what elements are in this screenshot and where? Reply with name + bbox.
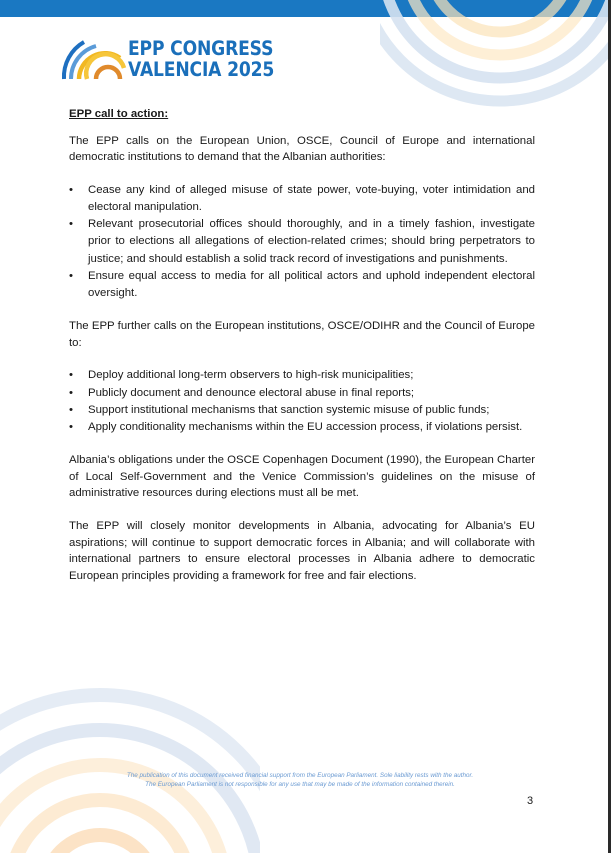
- list-item-text: Apply conditionality mechanisms within the EU accession process, if violations persist.: [88, 421, 523, 433]
- list-item-text: Support institutional mechanisms that sanction systemic misuse of public funds;: [88, 403, 490, 416]
- deco-arc-yellow-1: [10, 800, 190, 853]
- bullet-icon: •: [69, 218, 73, 231]
- logo-wordmark: [128, 38, 274, 80]
- funding-disclaimer: [90, 771, 510, 789]
- section-heading: EPP call to action:: [69, 108, 169, 120]
- list-item: [69, 385, 535, 402]
- closing-paragraph: The EPP will closely monitor developments in Albania, advocating for Albania’s EU aspirations; will continue to support democratic forces in Albania; and will collaborate with international partners to ensure electoral processes in Albania adhere to democratic European principles providing a framework for free and fair elections.: [69, 519, 535, 582]
- rainbow-arcs-logo-icon: [60, 38, 128, 80]
- logo-line-2: VALENCIA 2025: [128, 58, 275, 81]
- further-calls-list: [69, 367, 535, 436]
- bullet-icon: •: [69, 403, 73, 416]
- bullet-icon: •: [69, 386, 73, 399]
- document-body: [69, 106, 535, 600]
- obligations-paragraph: Albania’s obligations under the OSCE Copenhagen Document (1990), the European Charter of Local Self-Government and the Venice Commission’s guidelines on the misuse of administrative resources during elections must all be met.: [69, 454, 535, 500]
- list-item-text: Publicly document and denounce electoral abuse in final reports;: [88, 386, 415, 399]
- epp-congress-logo: [60, 38, 294, 80]
- demands-list: [69, 182, 535, 302]
- list-item-text: Relevant prosecutorial offices should thoroughly, and in a timely fashion, investigate prior to elections all allegations of election-related crimes; should bring perpetrators to justice; and should establish a solid track record of investigations and punishments.: [88, 218, 535, 265]
- list-item: [69, 419, 535, 436]
- page-number: 3: [527, 795, 534, 807]
- deco-arc-blue-1: [0, 730, 260, 853]
- disclaimer-line-2: The European Parliament is not responsible for any use that may be made of the information contained therein.: [145, 781, 455, 788]
- bullet-icon: •: [69, 421, 73, 433]
- list-item: [69, 367, 535, 384]
- bullet-icon: •: [69, 183, 73, 196]
- list-item: [69, 402, 535, 419]
- list-item: [69, 268, 535, 302]
- bullet-icon: •: [69, 369, 73, 382]
- list-item: [69, 216, 535, 268]
- logo-line-1: EPP CONGRESS: [128, 37, 274, 60]
- list-item: [69, 182, 535, 216]
- deco-arc-orange: [45, 835, 155, 853]
- list-item-text: Deploy additional long-term observers to high-risk municipalities;: [88, 369, 414, 382]
- intro-paragraph: The EPP calls on the European Union, OSCE, Council of Europe and international democratic institutions to demand that the Albanian authorities:: [69, 134, 535, 164]
- list-item-text: Ensure equal access to media for all political actors and uphold independent electoral oversight.: [88, 269, 535, 299]
- further-intro-paragraph: The EPP further calls on the European institutions, OSCE/ODIHR and the Council of Europe to:: [69, 320, 535, 349]
- top-banner-bar: [0, 0, 611, 17]
- bullet-icon: •: [69, 269, 73, 282]
- decorative-arcs-bottom-left: [0, 680, 260, 853]
- list-item-text: Cease any kind of alleged misuse of state power, vote-buying, voter intimidation and electoral manipulation.: [88, 183, 535, 213]
- disclaimer-line-1: The publication of this document received financial support from the European Parliament. Sole liability rests with the author.: [126, 772, 474, 779]
